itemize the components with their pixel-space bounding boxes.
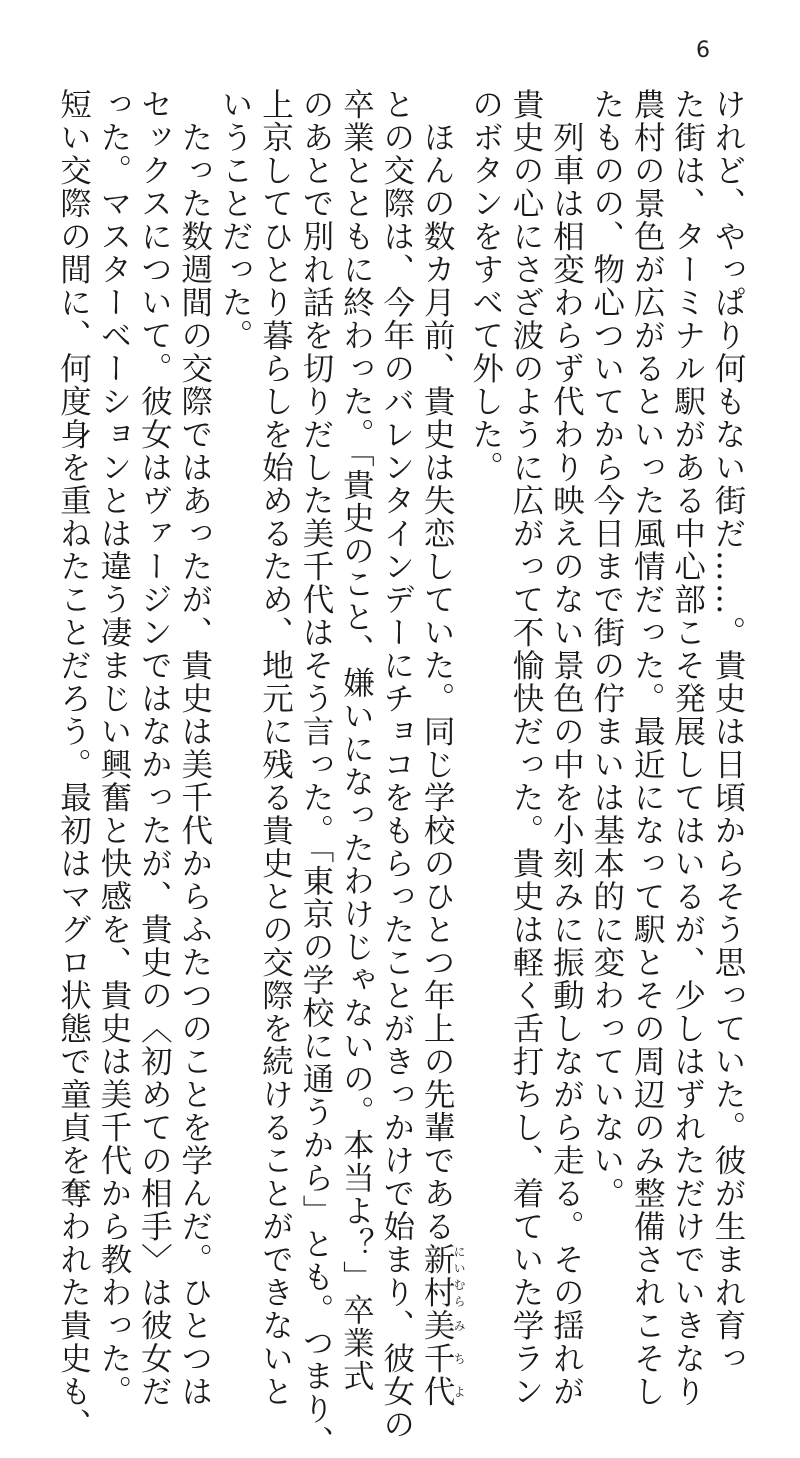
page-number: 6 (696, 38, 710, 63)
text-line: たものの、物心ついてから今日まで街の佇まいは基本的に変わっていない。 (588, 88, 625, 1210)
text-line: 農村の景色が広がるといった風情だった。最近になって駅とその周辺のみ整備されこそし (629, 88, 666, 1408)
text-line: 短い交際の間に、何度身を重ねたことだろう。最初はマグロ状態で童貞を奪われた貴史も、 (55, 88, 92, 1441)
text-line: いうことだった。 (217, 88, 254, 352)
text-line: けれど、やっぱり何もない街だ……。貴史は日頃からそう思っていた。彼が生まれ育っ (710, 88, 746, 1375)
body-text (55, 88, 748, 1458)
text-line: のあとで別れ話を切りだした美千代はそう言った。「東京の学校に通うから」とも。つまり、 (297, 88, 334, 1458)
text-line: た街は、ターミナル駅がある中心部こそ発展してはいるが、少しはずれただけでいきなり (669, 88, 706, 1408)
text-line: 上京してひとり暮らしを始めるため、地元に残る貴史との交際を続けることができないと (257, 88, 294, 1408)
text-line: 卒業とともに終わった。「貴史のこと、嫌いになったわけじゃないの。本当よ？」卒業式 (338, 88, 375, 1393)
text-line: たった数週間の交際ではあったが、貴史は美千代からふたつのことを学んだ。ひとつは (176, 88, 213, 1408)
text-line: セックスについて。彼女はヴァージンではなかったが、貴史の〈初めての相手〉は彼女だ (136, 88, 173, 1408)
text-line: との交際は、今年のバレンタインデーにチョコをもらったことがきっかけで始まり、彼女の (378, 88, 415, 1441)
ruby-name-surname: 新村にいむら (419, 1243, 467, 1309)
ruby-reading: にいむら (452, 1243, 467, 1309)
text-line: のボタンをすべて外した。 (467, 88, 504, 484)
text-line: った。マスターベーションとは違う凄まじい興奮と快感を、貴史は美千代から教わった。 (95, 88, 132, 1408)
text-line: ほんの数カ月前、貴史は失恋していた。同じ学校のひとつ年上の先輩である (419, 88, 456, 1243)
text-line: 列車は相変わらず代わり映えのない景色の中を小刻みに振動しながら走る。その揺れが (548, 88, 585, 1408)
ruby-reading: みちよ (452, 1309, 467, 1408)
text-line: 貴史の心にさざ波のように広がって不愉快だった。貴史は軽く舌打ちし、着ていた学ラン (507, 88, 544, 1408)
ruby-name-given: 美千代みちよ (419, 1309, 467, 1408)
text-line-with-ruby (417, 88, 467, 1408)
